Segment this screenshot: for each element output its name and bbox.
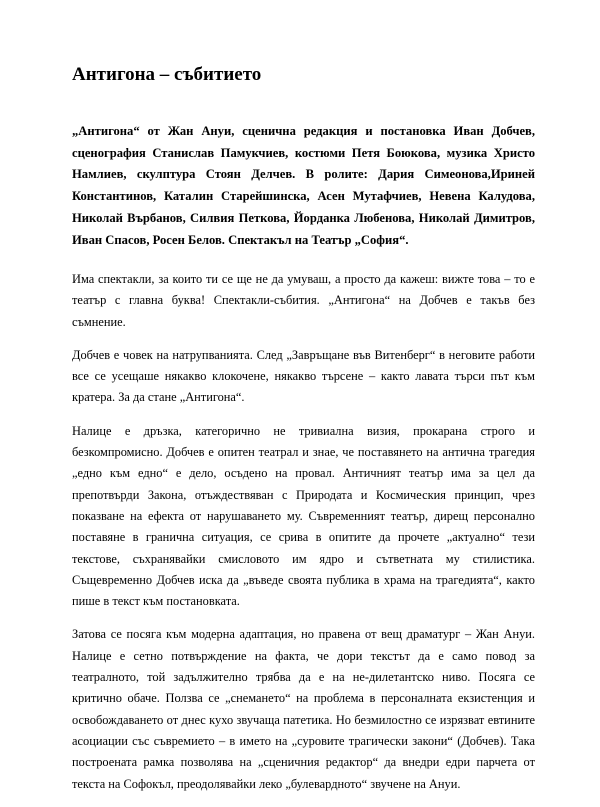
body-paragraph: Затова се посяга към модерна адаптация, но правена от вещ драматург – Жан Ануи. Налице е сетно потвърждение на факта, че дори текстът да е само повод за театралното, той задължително трябва да е на не-дилетантско ниво. Посяга се критично обаче. Ползва се „снемането“ на проблема в персоналната екзистенция и освобождаването от днес кухо звучаща патетика. Но безмилостно се изрязват евтините асоциации със съвремието – в името на „суровите трагически закони“ (Добчев). Така построената рамка позволява на „сценичния редактор“ да внедри едри парчета от текста на Софокъл, преодолявайки леко „булевардното“ звучене на Ануи. bbox=[72, 627, 535, 791]
body-paragraph: Налице е дръзка, категорично не тривиална визия, прокарана строго и безкомпромисно. Добчев е опитен театрал и знае, че поставянето на антична трагедия „едно към едно“ е дело, осъдено на провал. Античният театър има за цел да препотвърди Закона, отъждествяван с Природата и Космическия принцип, чрез показване на ефекта от нарушаването му. Съвременният театър, дирещ персонално поставяне в гранична ситуация, се срива в опитите да прочете „актуално“ тези текстове, съхранявайки смисловото им ядро и сътветната му стилистика. Същевременно Добчев иска да „въведе своята публика в храма на трагедията“, както пише в текст към постановката. bbox=[72, 423, 535, 609]
article-title: Антигона – събитието bbox=[72, 64, 262, 85]
body-paragraph: Има спектакли, за които ти се ще не да умуваш, а просто да кажеш: вижте това – то е театър с главна буква! Спектакли-събития. „Антигона“ на Добчев е такъв без съмнение. bbox=[72, 272, 535, 329]
body-paragraph: Добчев е човек на натрупванията. След „Завръщане във Витенберг“ в неговите работи все се усещаше някакво клокочене, някакво търсене – както лавата търси път към кратера. За да стане „Антигона“. bbox=[72, 347, 535, 405]
article-body bbox=[72, 269, 535, 807]
production-credits: „Антигона“ от Жан Ануи, сценична редакция и постановка Иван Добчев, сценография Станислав Памукчиев, костюми Петя Боюкова, музика Христо Намлиев, скулптура Стоян Делчев. В ролите: Дария Симеонова,Ириней Константинов, Каталин Старейшинска, Асен Мутафчиев, Невена Калудова, Николай Върбанов, Силвия Петкова, Йорданка Любенова, Николай Димитров, Иван Спасов, Росен Белов. Спектакъл на Театър „София“. bbox=[72, 124, 535, 247]
